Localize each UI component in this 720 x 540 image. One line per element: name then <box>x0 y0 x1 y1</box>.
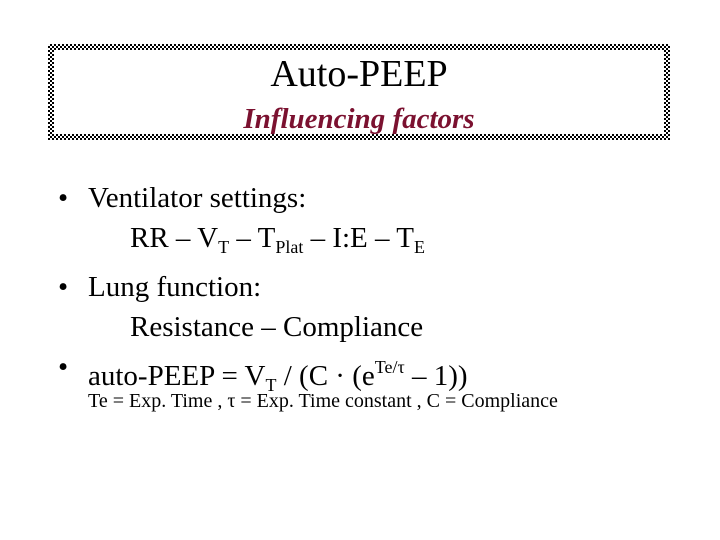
formula-exponent: Te/τ <box>374 357 405 377</box>
ie-text: – I:E – T <box>303 222 414 254</box>
title-frame <box>48 44 670 140</box>
bullet-lung-function <box>58 267 698 307</box>
bullet-ventilator-settings <box>58 178 698 218</box>
formula-vt-subscript: T <box>265 375 277 395</box>
ventilator-settings-detail <box>58 218 698 267</box>
bullet-label: Lung function: <box>88 271 262 303</box>
bullet-dot: • <box>58 271 69 303</box>
bullet-label: Ventilator settings: <box>88 182 307 214</box>
vt-subscript: T <box>218 237 230 257</box>
lung-function-detail: Resistance – Compliance <box>130 311 424 343</box>
title-box <box>54 50 664 134</box>
bullet-list <box>58 178 698 405</box>
tplat-subscript: Plat <box>275 237 304 257</box>
separator-text: – T <box>229 222 276 254</box>
slide-subtitle: Influencing factors <box>243 103 475 135</box>
rr-vt-text: RR – V <box>130 222 219 254</box>
bullet-dot: • <box>58 182 69 214</box>
te-subscript: E <box>413 237 425 257</box>
bullet-dot: • <box>58 351 69 383</box>
formula-footnote: Te = Exp. Time , τ = Exp. Time constant , C = Compliance <box>88 390 558 412</box>
formula-tail: – 1)) <box>404 360 468 392</box>
slide-title: Auto-PEEP <box>270 53 448 95</box>
formula-lead: auto-PEEP = V <box>88 360 266 392</box>
formula-mid: / (C · (e <box>276 360 375 392</box>
